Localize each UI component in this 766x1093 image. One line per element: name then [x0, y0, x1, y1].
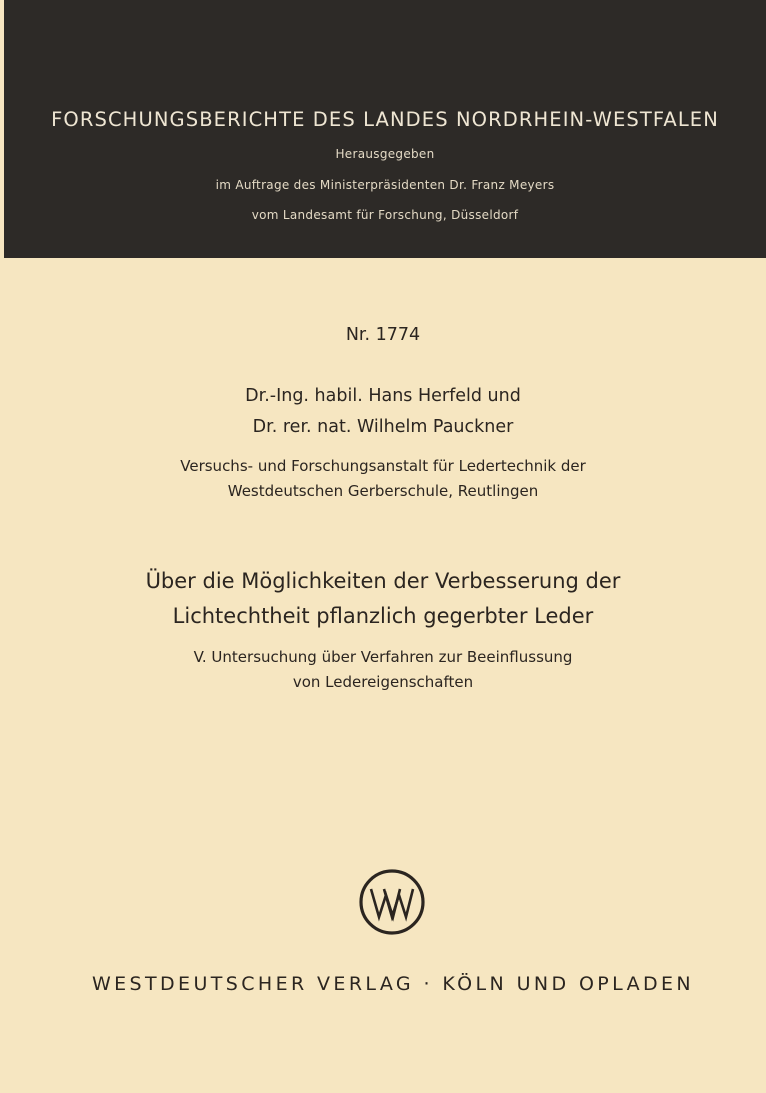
institution-line-1: Versuchs- und Forschungsanstalt für Ledertechnik der — [180, 457, 586, 475]
series-title: FORSCHUNGSBERICHTE DES LANDES NORDRHEIN-WESTFALEN — [51, 108, 719, 131]
subtitle-line-1: V. Untersuchung über Verfahren zur Beeinflussung — [193, 648, 573, 666]
publisher-footer: WESTDEUTSCHER VERLAG · KÖLN UND OPLADEN — [91, 973, 695, 995]
commission-line: im Auftrage des Ministerpräsidenten Dr. Franz Meyers — [215, 178, 555, 192]
institution-line-2: Westdeutschen Gerberschule, Reutlingen — [227, 482, 539, 500]
editor-line: Herausgegeben — [335, 147, 435, 161]
westdeutscher-verlag-ww-logo-icon — [358, 868, 426, 936]
title-line-2: Lichtechtheit pflanzlich gegerbter Leder — [172, 604, 594, 628]
subtitle-line-2: von Ledereigenschaften — [292, 673, 474, 691]
report-number: Nr. 1774 — [345, 325, 421, 345]
author-line-1: Dr.-Ing. habil. Hans Herfeld und — [245, 386, 521, 406]
header-band — [4, 0, 766, 258]
office-line: vom Landesamt für Forschung, Düsseldorf — [251, 208, 519, 222]
title-line-1: Über die Möglichkeiten der Verbesserung der — [145, 569, 621, 593]
author-line-2: Dr. rer. nat. Wilhelm Pauckner — [252, 417, 514, 437]
